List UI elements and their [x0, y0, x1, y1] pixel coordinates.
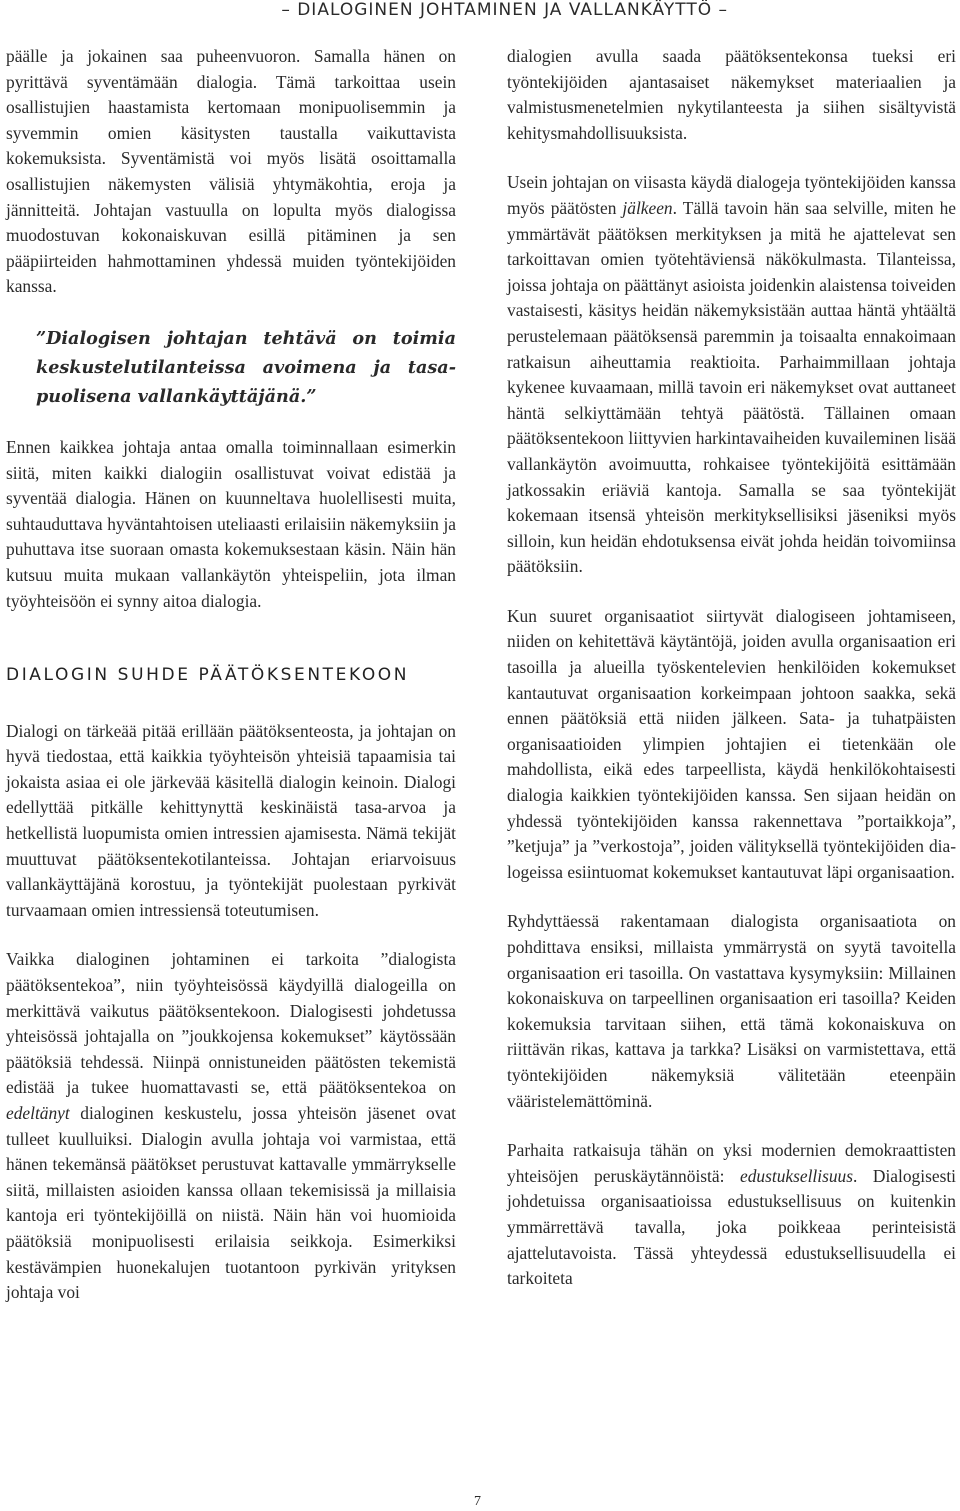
paragraph: dialogien avulla saada päätöksentekonsa tueksi eri työntekijöiden ajantasaiset näkemykset materiaalien ja valmistusmenetelmien nykytilanteesta ja siihen sisältyvistä kehitysmahdollisuuksista.	[507, 46, 956, 143]
paragraph: Ryhdyttäessä rakentamaan dialogista organisaatiota on pohdittava ensiksi, millaista ymmärrystä on syytä tavoitella organisaation eri tasoilla. On vastattava kysymyksiin: Millainen kokonaiskuva on tarpeellinen organisaation eri tasoilla? Keiden kokemuksia tarvitaan siihen, että tämä kokonaiskuva on riittävän rikas, kattava ja tarkka? Lisäksi on varmistettava, että työntekijöiden näkemyksiä välitetään eteenpäin vääristelemättöminä.	[507, 911, 956, 1111]
text-run: Vaikka dialoginen johtaminen ei tarkoita ”dialogista päätöksentekoa”, niin työyhteisössä käydyillä dialogeilla on merkittävä vaikutus päätöksentekoon. Dialogisesti johdetussa yhteisössä johtajalla on ”joukkojensa kokemukset” käytössään päätöksiä tehdessä. Niinpä onnistuneiden päätösten tekemistä edistää ja tukee huomattavasti se, että päätöksentekoa on	[6, 949, 456, 1098]
text-run: dialoginen keskustelu, jossa yhteisön jäsenet ovat tulleet kuulluiksi. Dialogin avulla johtaja voi varmistaa, että hänen tekemänsä päätökset perustuvat kattavalle ymmärrykselle siitä, millaisten asioiden kanssa ollaan tekemisissä ja millaisia kantoja eri työntekijöillä on niistä. Näin hän voi huomioida päätöksiä monipuolisesti erilaisia seikkoja. Esimerkiksi kestävämpien huonekalujen tuotantoon pyrkivän yrityksen johtaja voi	[6, 1103, 456, 1303]
running-header: – DIALOGINEN JOHTAMINEN JA VALLANKÄYTTÖ –	[281, 0, 728, 20]
paragraph	[507, 170, 956, 580]
emphasis: edustuksellisuus	[739, 1165, 854, 1186]
text-run: . Dialogisesti johdetuissa organisaatioissa edustuksellisuus on kuitenkin ymmärrettävä tavalla, joka poikkeaa perinteisistä ajattelutavoista. Tässä yhteydessä edustuksellisuudella ei tarkoiteta	[507, 1165, 956, 1289]
right-column	[507, 44, 956, 1292]
paragraph: Ennen kaikkea johtaja antaa omalla toiminnallaan esimerkin siitä, miten kaikki dialogiin osallistuvat voivat edistää ja syventää dialogia. Hänen on kuunneltava huolellisesti muita, suhtauduttava hyväntahtoisen uteliaasti erilaisiin näkemyksiin ja puhuttava itse suoraan omasta kokemuksestaan käsin. Näin hän kutsuu muita mukaan vallankäytön yhteispeliin, jota ilman työyhteisöön ei synny aitoa dialogia.	[6, 436, 456, 611]
pull-quote: ”Dialogisen johtajan tehtävä on toimia keskustelutilanteissa avoimena ja tasapuolisena vallankäyttäjänä.”	[36, 327, 456, 407]
paragraph: päälle ja jokainen saa puheenvuoron. Samalla hänen on pyrittävä syventämään dialogia. Tämä tarkoittaa usein osallistujien haastamista kertomaan monipuolisemmin ja syvemmin omien käsitysten taustalla vaikuttavista kokemuksista. Syventämistä voi myös lisätä osoittamalla osallistujien näkemysten välisiä yhtymäkohtia, eroja ja jännitteitä. Johtajan vastuulla on lopulta myös dialogissa muodostuvan kokonaiskuvan esillä pitäminen ja sen pääpiirteiden hahmottaminen yhdessä muiden työntekijöiden kanssa.	[6, 46, 456, 297]
paragraph: Kun suuret organisaatiot siirtyvät dialogiseen johtamiseen, niiden on kehitettävä käytäntöjä, joiden avulla organisaation eri tasoilla ja alueilla työskentelevien henkilöiden kokemukset kantautuvat organisaation korkeimpaan johtoon saakka, sekä ennen päätöksiä että niiden jälkeen. Sata- ja tuhatpäisten organisaatioiden ylimpien johtajien ei tietenkään ole mahdollista, eikä edes tarpeellista, käydä henkilökohtaisesti dialogia kaikkien työntekijöiden kanssa. Sen sijaan heidän on yhdessä työntekijöiden kanssa rakennettava ”portaikkoja”, ”ketjuja” ja ”verkostoja”, joiden välityksellä työntekijöiden dialogeissa esiintuomat kokemukset kantautuvat läpi organisaation.	[507, 605, 956, 882]
page-number: 7	[474, 1494, 481, 1509]
paragraph: Dialogi on tärkeää pitää erillään päätöksenteosta, ja johtajan on hyvä tiedostaa, että kaikkia työyhteisön yhteisiä tapaamisia tai jokaista asiaa ei ole järkevää käsitellä dialogin keinoin. Dialogi edellyttää pitkälle kehittynyttä keskinäistä tasa-arvoa ja hetkellistä luopumista omien intressien ajamisesta. Nämä tekijät muuttuvat päätöksentekotilanteissa. Johtajan eriarvoisuus vallankäyttäjänä korostuu, ja työntekijät puolestaan pyrkivät turvaamaan omien intressiensä toteutumisen.	[6, 720, 456, 920]
emphasis: edeltänyt	[6, 1103, 70, 1123]
text-run: Parhaita ratkaisuja tähän on yksi modernien demokraattisten yhteisöjen peruskäytännöistä:	[507, 1140, 956, 1186]
paragraph	[6, 947, 456, 1305]
paragraph	[507, 1138, 956, 1292]
text-run: Usein johtajan on viisasta käydä dialogeja työntekijöiden kanssa myös päätösten	[507, 172, 956, 218]
emphasis: jälkeen	[622, 197, 673, 218]
left-column	[6, 44, 456, 1306]
section-heading: DIALOGIN SUHDE PÄÄTÖKSENTEKOON	[6, 665, 410, 686]
text-run: . Tällä tavoin hän saa selville, miten he ymmärtävät päätöksen merkityksen ja mitä he ajattelevat sen tarkoittavan omien työtehtäviensä näkökulmasta. Tilanteissa, joissa johtaja on päättänyt asioista joidenkin alaistensa toiveiden vastaisesti, käsitys heidän näkemyksistään auttaa häntä yhtäältä perustelemaan päätöksensä paremmin ja toisaalta ennakoimaan ratkaisun aiheuttamia reaktioita. Parhaimmillaan johtaja kykenee kuvaamaan, millä tavoin eri näkemykset ovat auttaneet häntä selkiyttämään tehtyä päätöstä. Tällainen omaan päätöksentekoon liittyvien harkintavaiheiden kuvaileminen lisää vallankäytön avoimuutta, rohkaisee työntekijöitä esittämään jatkossakin eriäviä kantoja. Samalla se saa työntekijät kokemaan itsensä yhteisön merkityksellisiksi jäseniksi myös silloin, kun heidän ehdotuksensa eivät johda heidän toivomiinsa päätöksiin.	[507, 197, 956, 577]
